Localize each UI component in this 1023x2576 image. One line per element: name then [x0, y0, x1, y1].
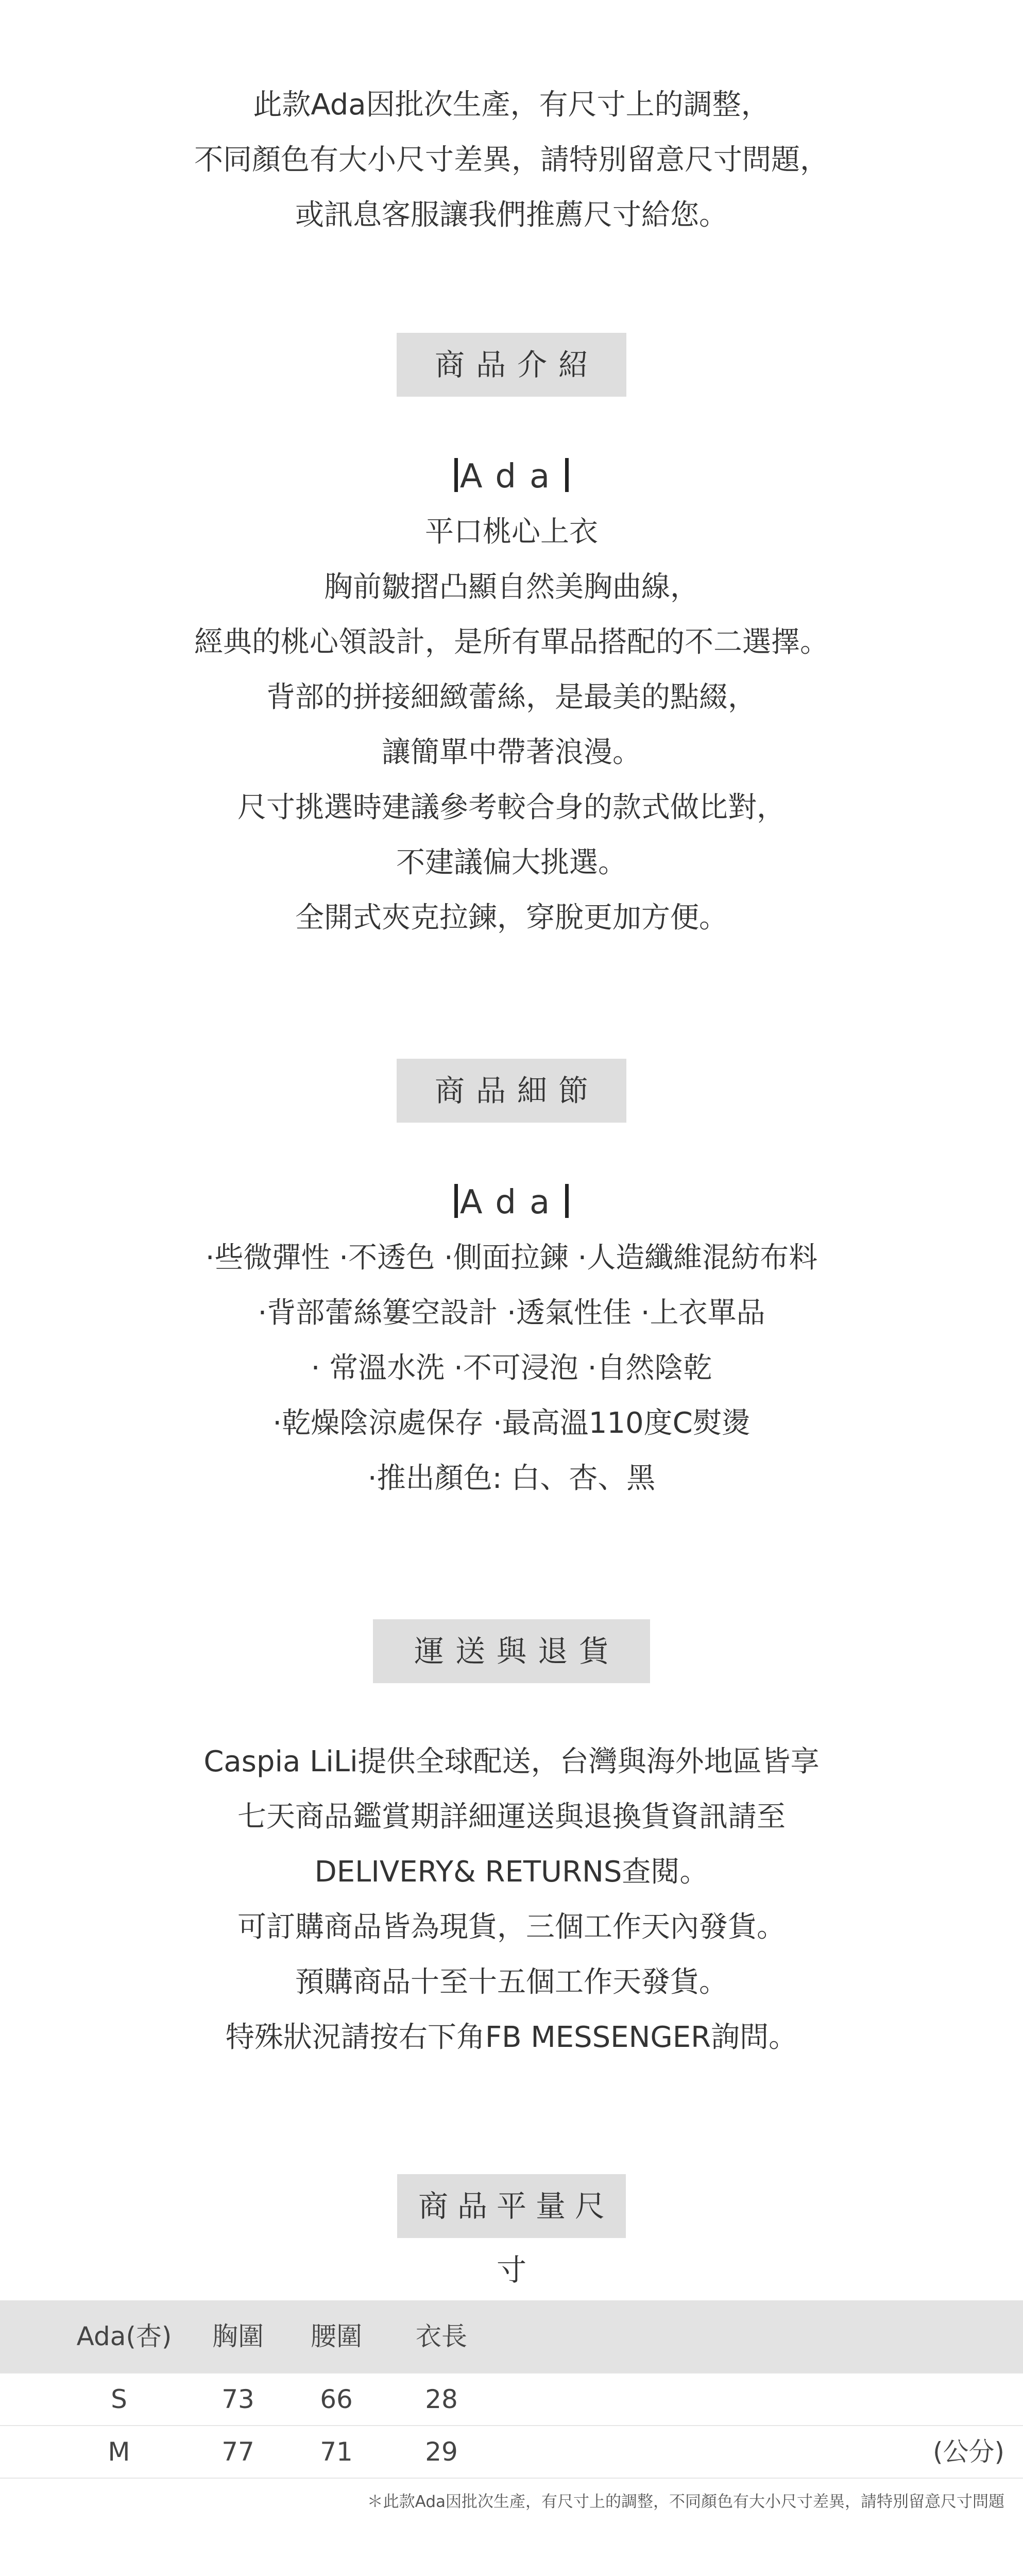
table-cell-size: S	[111, 2384, 127, 2414]
intro-heading: 商品介紹	[397, 333, 626, 397]
notice-line: 不同顏色有大小尺寸差異，請特別留意尺寸問題，	[194, 143, 829, 177]
intro-name-text: Ada	[459, 457, 564, 496]
intro-section	[0, 449, 1023, 945]
intro-line: 經典的桃心領設計，是所有單品搭配的不二選擇。	[194, 625, 829, 659]
header-cell-model: Ada(杏)	[76, 2321, 172, 2351]
size-footnote: ＊此款Ada因批次生產，有尺寸上的調整，不同顏色有大小尺寸差異，請特別留意尺寸問題	[367, 2493, 1004, 2511]
table-cell-length: 28	[425, 2384, 458, 2414]
details-line: ·些微彈性 ·不透色 ·側面拉鍊 ·人造纖維混紡布料	[205, 1241, 818, 1275]
details-line: ·乾燥陰涼處保存 ·最高溫110度C熨燙	[272, 1406, 751, 1440]
details-line: · 常溫水洗 ·不可浸泡 ·自然陰乾	[311, 1351, 712, 1385]
shipping-line: Caspia LiLi提供全球配送，台灣與海外地區皆享	[203, 1745, 820, 1778]
details-section	[0, 1175, 1023, 1506]
shipping-line: 預購商品十至十五個工作天發貨。	[295, 1965, 728, 1999]
divider-bar-left	[454, 458, 458, 492]
intro-line: 尺寸挑選時建議參考較合身的款式做比對，	[237, 791, 786, 824]
details-line: ·背部蕾絲簍空設計 ·透氣性佳 ·上衣單品	[258, 1296, 765, 1330]
unit-label: (公分)	[932, 2437, 1004, 2467]
intro-line: 背部的拼接細緻蕾絲，是最美的點綴，	[266, 681, 757, 714]
table-cell-waist: 66	[320, 2384, 353, 2414]
table-cell-bust: 77	[221, 2437, 254, 2467]
table-row	[0, 2426, 1023, 2479]
intro-line: 平口桃心上衣	[425, 515, 598, 549]
intro-product-name	[0, 449, 1023, 504]
table-cell-size: M	[108, 2437, 130, 2467]
shipping-line: 特殊狀況請按右下角FB MESSENGER詢問。	[225, 2021, 798, 2054]
divider-bar-right	[565, 458, 569, 492]
table-cell-length: 29	[425, 2437, 458, 2467]
intro-line: 全開式夾克拉鍊，穿脫更加方便。	[295, 901, 728, 935]
details-heading: 商品細節	[397, 1059, 626, 1123]
intro-line: 胸前皺摺凸顯自然美胸曲線，	[324, 570, 699, 604]
size-heading-wrap	[0, 2174, 1023, 2287]
shipping-section	[0, 1734, 1023, 2065]
header-cell-length: 衣長	[416, 2321, 467, 2351]
size-table-header	[0, 2300, 1023, 2372]
details-line: ·推出顏色: 白、杏、黑	[367, 1462, 656, 1495]
table-row	[0, 2372, 1023, 2426]
shipping-line: DELIVERY& RETURNS查閱。	[314, 1855, 709, 1889]
intro-line: 不建議偏大挑選。	[396, 846, 627, 879]
header-cell-waist: 腰圍	[311, 2321, 362, 2351]
details-heading-wrap	[0, 1059, 1023, 1123]
shipping-line: 七天商品鑑賞期詳細運送與退換貨資訊請至	[237, 1800, 786, 1834]
table-cell-waist: 71	[320, 2437, 353, 2467]
divider-bar-right	[565, 1184, 569, 1218]
header-cell-bust: 胸圍	[212, 2321, 264, 2351]
table-cell-bust: 73	[221, 2384, 254, 2414]
shipping-heading: 運送與退貨	[373, 1619, 650, 1683]
size-heading: 商品平量尺寸	[397, 2174, 626, 2238]
divider-bar-left	[454, 1184, 458, 1218]
intro-line: 讓簡單中帶著浪漫。	[382, 736, 641, 769]
size-table	[0, 2300, 1023, 2479]
shipping-heading-wrap	[0, 1619, 1023, 1683]
shipping-line: 可訂購商品皆為現貨，三個工作天內發貨。	[237, 1910, 786, 1944]
notice-line: 或訊息客服讓我們推薦尺寸給您。	[295, 198, 728, 232]
notice-line: 此款Ada因批次生產，有尺寸上的調整，	[253, 88, 770, 122]
intro-heading-wrap	[0, 333, 1023, 397]
notice-section	[0, 77, 1023, 243]
details-name-text: Ada	[459, 1183, 564, 1222]
details-product-name	[0, 1175, 1023, 1230]
